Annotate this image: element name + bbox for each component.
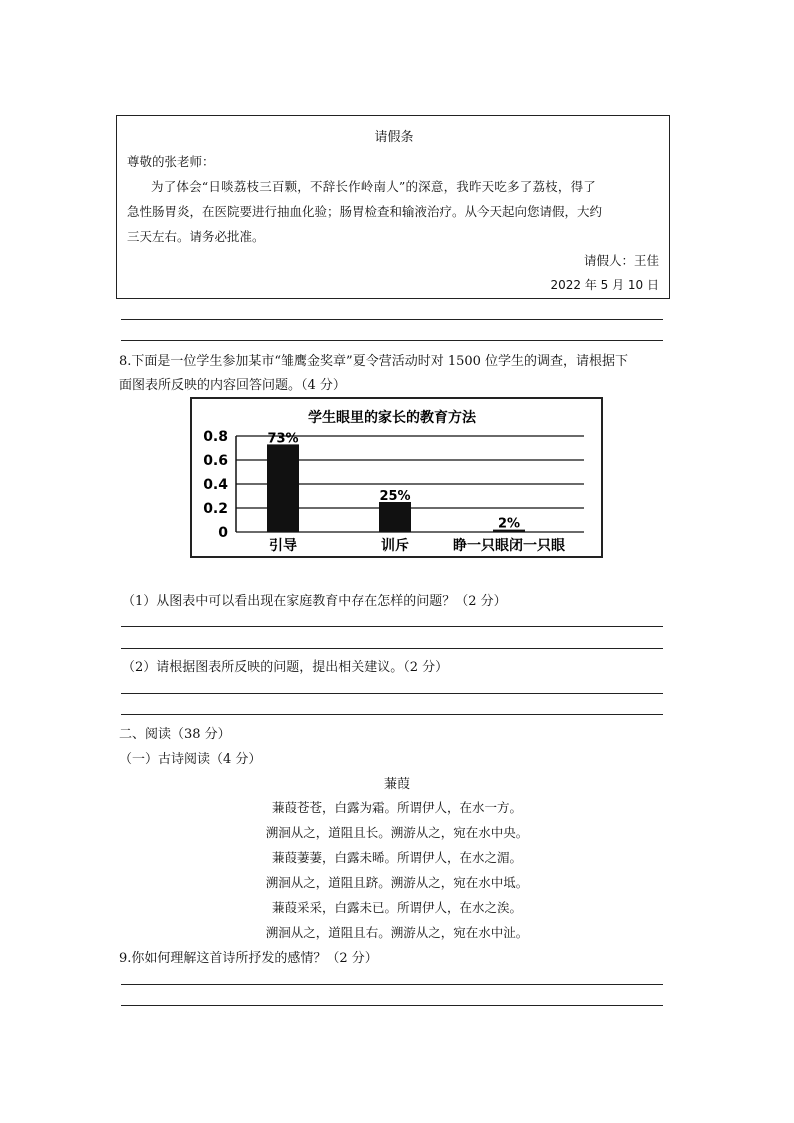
answer-line <box>121 714 663 715</box>
note-body-line-2: 急性肠胃炎，在医院要进行抽血化验；肠胃检查和输液治疗。从今天起向您请假，大约 <box>127 204 603 219</box>
question-8-line-1: 8.下面是一位学生参加某市“雏鹰金奖章”夏令营活动时对 1500 位学生的调查，请根据下 <box>119 354 629 369</box>
answer-line <box>121 648 663 649</box>
bar-chart <box>192 399 601 556</box>
poem-line: 溯洄从之，道阻且跻。溯游从之，宛在水中坻。 <box>265 875 529 890</box>
answer-line <box>121 626 663 627</box>
note-salutation: 尊敬的张老师： <box>127 154 215 169</box>
bar-chart-frame <box>190 397 603 558</box>
answer-line <box>121 319 663 320</box>
chart-title: 学生眼里的家长的教育方法 <box>308 410 476 426</box>
leave-note-box <box>116 115 670 299</box>
note-date: 2022 年 5 月 10 日 <box>550 278 659 292</box>
poem-line: 溯洄从之，道阻且右。溯游从之，宛在水中沚。 <box>265 925 529 940</box>
poem-title: 蒹葭 <box>383 777 410 792</box>
y-tick-label: 0.2 <box>203 501 228 517</box>
note-signer: 请假人：王佳 <box>583 253 659 268</box>
answer-line <box>121 693 663 694</box>
answer-line <box>121 984 663 985</box>
poem-line: 蒹葭苍苍，白露为霜。所谓伊人，在水一方。 <box>271 800 522 815</box>
x-category-label: 引导 <box>269 538 297 554</box>
bar-data-label: 2% <box>497 516 521 532</box>
section-2-heading: 二、阅读（38 分） <box>119 727 231 742</box>
note-body-line-3: 三天左右。请务必批准。 <box>127 229 265 244</box>
poem-line: 蒹葭采采，白露未已。所谓伊人，在水之涘。 <box>271 900 522 915</box>
section-2-subheading: （一）古诗阅读（4 分） <box>119 752 262 767</box>
poem-line: 蒹葭萋萋，白露未晞。所谓伊人，在水之湄。 <box>271 850 522 865</box>
y-tick-label: 0 <box>218 525 228 541</box>
bar-data-label: 25% <box>379 489 411 504</box>
note-title: 请假条 <box>374 130 414 145</box>
poem-line: 溯洄从之，道阻且长。溯游从之，宛在水中央。 <box>265 825 529 840</box>
x-category-label: 训斥 <box>381 538 409 554</box>
y-tick-label: 0.8 <box>203 429 228 445</box>
answer-line <box>121 340 663 341</box>
x-category-label: 睁一只眼闭一只眼 <box>453 538 565 554</box>
bar <box>267 444 299 532</box>
bar-data-label: 73% <box>267 431 299 447</box>
bar <box>379 502 411 532</box>
y-tick-label: 0.6 <box>203 453 228 469</box>
question-8-sub-2: （2）请根据图表所反映的问题，提出相关建议。（2 分） <box>122 660 449 675</box>
question-8-sub-1: （1）从图表中可以看出现在家庭教育中存在怎样的问题？（2 分） <box>122 594 507 609</box>
y-tick-label: 0.4 <box>203 477 228 493</box>
note-body-line-1: 为了体会“日啖荔枝三百颗，不辞长作岭南人”的深意，我昨天吃多了荔枝，得了 <box>151 179 596 194</box>
answer-line <box>121 1005 663 1006</box>
question-9: 9.你如何理解这首诗所抒发的感情？（2 分） <box>119 951 378 966</box>
question-8-line-2: 面图表所反映的内容回答问题。（4 分） <box>119 378 346 393</box>
